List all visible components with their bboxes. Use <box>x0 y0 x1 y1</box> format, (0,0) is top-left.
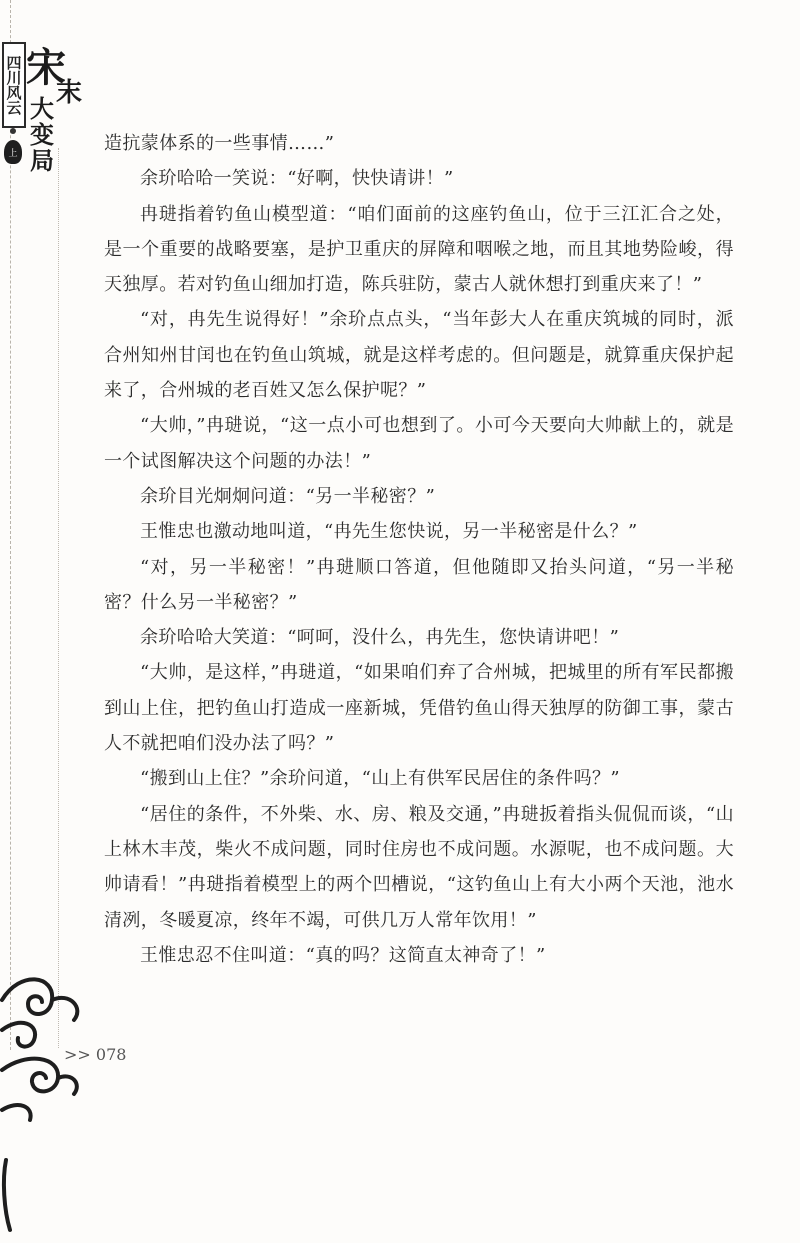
book-title-column <box>30 96 56 174</box>
book-title-char-4: 变 <box>30 120 54 149</box>
paragraph: 余玠哈哈大笑道：“呵呵，没什么，冉先生，您快请讲吧！” <box>140 627 620 649</box>
paragraph: “居住的条件，不外柴、水、房、粮及交通，”冉琎扳着指头侃侃而谈，“山上林木丰茂，柴火不成问题，同时住房也不成问题。水源呢，也不成问题。大帅请看！”冉琎指着模型上的两个凹槽说，“这钓鱼山上有大小两个天池，池水清冽，冬暖夏凉，终年不竭，可供几万人常年饮用！” <box>104 803 734 931</box>
cloud-ornament-icon <box>0 960 90 1243</box>
seal-text: 上 <box>8 148 18 159</box>
margin-dotted-line <box>58 148 59 1048</box>
paragraph: “对，冉先生说得好！”余玠点点头，“当年彭大人在重庆筑城的同时，派合州知州甘闰也在钓鱼山筑城，就是这样考虑的。但问题是，就算重庆保护起来了，合州城的老百姓又怎么保护呢？” <box>104 309 734 402</box>
paragraph: “对，另一半秘密！”冉琎顺口答道，但他随即又抬头问道，“另一半秘密？什么另一半秘密？” <box>104 556 734 613</box>
series-label: 四川风云 <box>4 55 23 115</box>
paragraph: “大帅，”冉琎说，“这一点小可也想到了。小可今天要向大帅献上的，就是一个试图解决这个问题的办法！” <box>104 415 734 472</box>
paragraph: “搬到山上住？”余玠问道，“山上有供军民居住的条件吗？” <box>140 768 621 790</box>
paragraph: 王惟忠也激动地叫道，“冉先生您快说，另一半秘密是什么？” <box>140 521 638 543</box>
paragraph: “大帅，是这样，”冉琎道，“如果咱们弃了合州城，把城里的所有军民都搬到山上住，把钓鱼山打造成一座新城，凭借钓鱼山得天独厚的防御工事，蒙古人不就把咱们没办法了吗？” <box>104 662 734 755</box>
book-title-char-3: 大 <box>30 94 54 123</box>
series-label-box <box>2 42 26 128</box>
book-title-char-2: 末 <box>56 78 83 108</box>
page-body <box>104 126 734 973</box>
paragraph: 余玠目光炯炯问道：“另一半秘密？” <box>140 485 436 507</box>
paragraph: 冉琎指着钓鱼山模型道：“咱们面前的这座钓鱼山，位于三江汇合之处，是一个重要的战略要塞，是护卫重庆的屏障和咽喉之地，而且其地势险峻，得天独厚。若对钓鱼山细加打造，陈兵驻防，蒙古人就休想打到重庆来了！” <box>104 203 734 296</box>
book-title-char-5: 局 <box>30 146 54 175</box>
paragraph: 造抗蒙体系的一些事情……” <box>104 133 335 154</box>
seal-stamp <box>4 140 22 164</box>
paragraph: 王惟忠忍不住叫道：“真的吗？这简直太神奇了！” <box>140 944 546 966</box>
series-dot <box>10 128 16 134</box>
paragraph: 余玠哈哈一笑说：“好啊，快快请讲！” <box>140 168 454 190</box>
book-title-char-1: 宋 <box>26 44 66 91</box>
page-number: >> 078 <box>64 1045 127 1064</box>
